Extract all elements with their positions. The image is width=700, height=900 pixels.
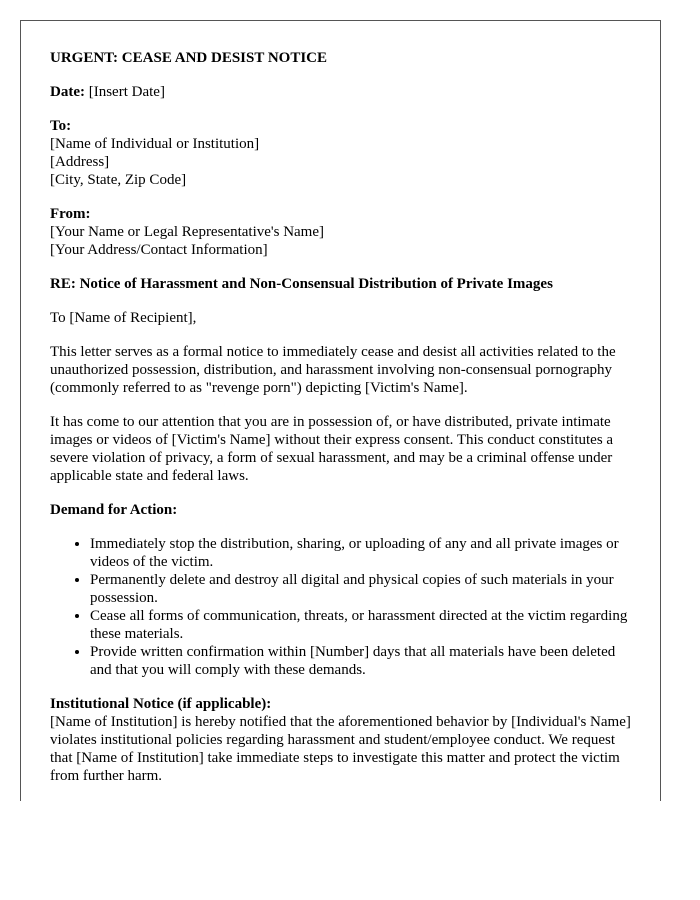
demand-list	[50, 535, 640, 679]
paragraph-attention: It has come to our attention that you are in possession of, or have distributed, private intimate images or videos of [Victim's Name] without their express consent. This conduct constitutes a severe violation of privacy, a form of sexual harassment, and may be a criminal offense under applicable state and federal laws.	[50, 414, 614, 484]
to-block	[50, 117, 640, 189]
notice-title: URGENT: CEASE AND DESIST NOTICE	[50, 50, 328, 66]
paragraph-formal-notice: This letter serves as a formal notice to immediately cease and desist all activities related to the unauthorized possession, distribution, and harassment involving non-consensual pornography (commonly referred to as "revenge porn") depicting [Victim's Name].	[50, 344, 616, 396]
to-label: To:	[50, 118, 72, 134]
list-item: • Immediately stop the distribution, sharing, or uploading of any and all private images or videos of the victim.	[90, 535, 640, 571]
date-block	[50, 83, 640, 101]
list-item: • Permanently delete and destroy all digital and physical copies of such materials in your possession.	[90, 571, 640, 607]
to-line-city: [City, State, Zip Code]	[50, 172, 187, 188]
from-line-contact: [Your Address/Contact Information]	[50, 242, 268, 258]
institutional-heading: Institutional Notice (if applicable):	[50, 696, 272, 712]
demand-heading: Demand for Action:	[50, 502, 178, 518]
institutional-block	[50, 695, 640, 785]
date-value: [Insert Date]	[88, 84, 165, 100]
list-item: • Cease all forms of communication, threats, or harassment directed at the victim regarding these materials.	[90, 607, 640, 643]
from-line-name: [Your Name or Legal Representative's Name]	[50, 224, 325, 240]
letter-page	[20, 20, 661, 801]
salutation: To [Name of Recipient],	[50, 310, 197, 326]
from-block	[50, 205, 640, 259]
date-label: Date:	[50, 84, 85, 100]
to-line-address: [Address]	[50, 154, 110, 170]
institutional-text: [Name of Institution] is hereby notified that the aforementioned behavior by [Individual's Name] violates institutional policies regarding harassment and student/employee conduct. We request that [Name of Institution] take immediate steps to investigate this matter and protect the victim from further harm.	[50, 714, 631, 784]
letter-content	[50, 49, 640, 801]
re-line: RE: Notice of Harassment and Non-Consensual Distribution of Private Images	[50, 276, 553, 292]
list-item: • Provide written confirmation within [Number] days that all materials have been deleted and that you will comply with these demands.	[90, 643, 640, 679]
to-line-name: [Name of Individual or Institution]	[50, 136, 260, 152]
from-label: From:	[50, 206, 91, 222]
